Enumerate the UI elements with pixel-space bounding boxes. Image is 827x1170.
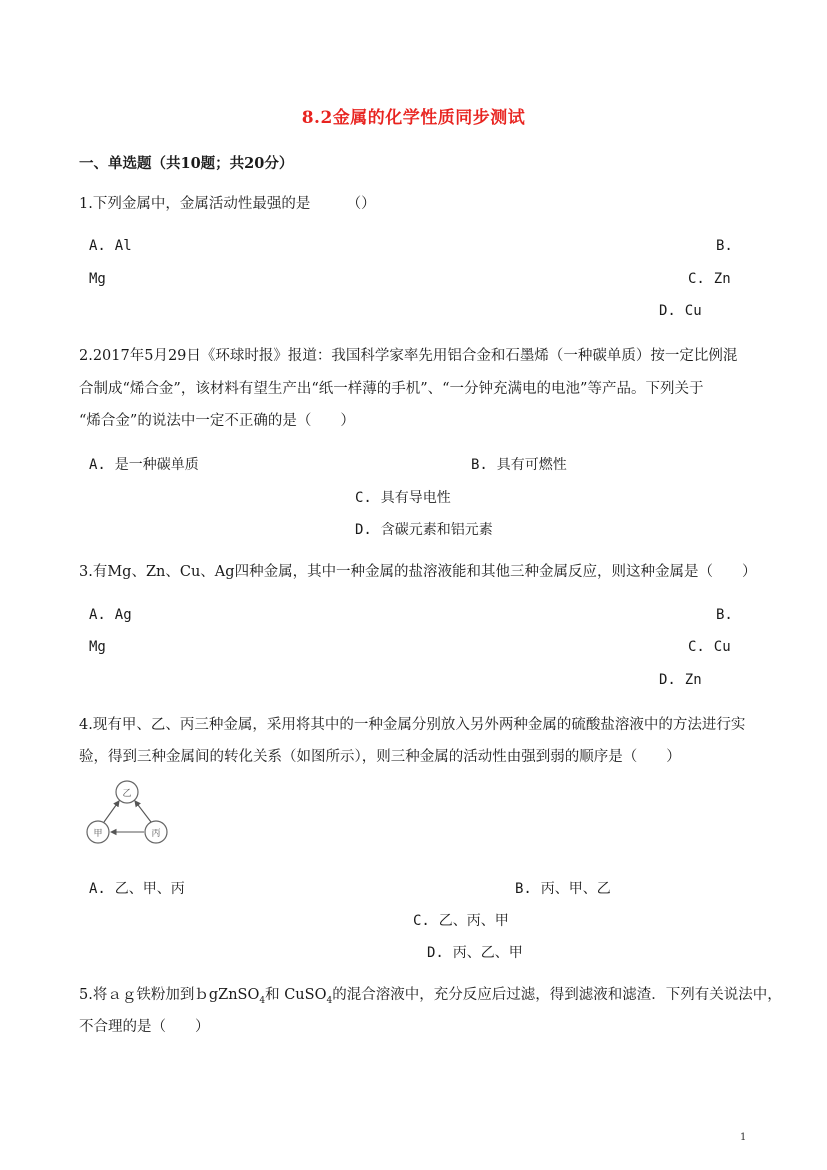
q4-option-d[interactable] <box>427 942 523 962</box>
option-text: 丙、甲、乙 <box>540 881 611 897</box>
q5-part-1: 5.将ａｇ铁粉加到ｂgZnSO <box>79 987 260 1003</box>
option-text: 丙、乙、甲 <box>452 945 523 961</box>
option-label: A. <box>89 607 106 623</box>
option-text: Zn <box>684 672 702 688</box>
q1-option-d[interactable] <box>659 303 702 319</box>
q3-option-c[interactable] <box>688 639 731 655</box>
option-label: D. <box>427 945 444 961</box>
arrow-right-to-top <box>135 801 151 822</box>
option-label: B. <box>471 457 488 473</box>
question-2-line-2: 合制成“烯合金”，该材料有望生产出“纸一样薄的手机”、“一分钟充满电的电池”等产品。下列关于 <box>79 381 704 397</box>
option-text: 具有可燃性 <box>496 457 567 473</box>
page-number: 1 <box>740 1132 747 1143</box>
q3-option-b-text: Mg <box>89 639 106 655</box>
option-text: 乙、丙、甲 <box>438 913 509 929</box>
option-label: A. <box>89 457 106 473</box>
metal-left-label: 甲 <box>93 829 103 839</box>
option-text: Al <box>114 238 132 254</box>
option-label: C. <box>688 639 705 655</box>
option-label: C. <box>355 490 372 506</box>
option-label: D. <box>355 522 372 538</box>
option-text: 乙、甲、丙 <box>114 881 185 897</box>
option-text: Cu <box>684 303 702 319</box>
option-label: D. <box>659 303 676 319</box>
option-text: Zn <box>713 271 731 287</box>
option-text: 具有导电性 <box>380 490 451 506</box>
option-label: D. <box>659 672 676 688</box>
question-2-line-3: “烯合金”的说法中一定不正确的是（ ） <box>79 413 355 429</box>
q1-option-b-text: Mg <box>89 271 106 287</box>
q5-subscript-1: 4 <box>259 995 266 1006</box>
q1-option-c[interactable] <box>688 271 731 287</box>
option-text: Cu <box>713 639 731 655</box>
conversion-diagram <box>84 777 170 849</box>
q1-option-a[interactable] <box>89 238 132 254</box>
question-2-line-1: 2.2017年5月29日《环球时报》报道：我国科学家率先用铝合金和石墨烯（一种碳单质）按一定比例混 <box>79 348 738 364</box>
section-heading: 一、单选题（共10题；共20分） <box>79 155 294 172</box>
arrow-left-to-top <box>104 801 119 822</box>
question-5-line-1 <box>79 980 782 1016</box>
q1-option-b-label[interactable]: B. <box>716 238 733 254</box>
option-text: Ag <box>114 607 132 623</box>
metal-right-label: 丙 <box>151 829 161 839</box>
option-label: C. <box>413 913 430 929</box>
q2-option-c[interactable] <box>355 487 451 507</box>
option-label: C. <box>688 271 705 287</box>
option-text: 是一种碳单质 <box>114 457 199 473</box>
page-title: 8.2金属的化学性质同步测试 <box>301 108 526 128</box>
q5-part-3: 的混合溶液中，充分反应后过滤，得到滤液和滤渣．下列有关说法中， <box>332 987 782 1003</box>
option-label: B. <box>515 881 532 897</box>
q3-option-d[interactable] <box>659 672 702 688</box>
option-label: A. <box>89 881 106 897</box>
option-text: 含碳元素和铝元素 <box>380 522 493 538</box>
q2-option-d[interactable] <box>355 519 493 539</box>
q3-option-b-label[interactable]: B. <box>716 607 733 623</box>
q4-option-c[interactable] <box>413 910 509 930</box>
q4-option-b[interactable] <box>515 878 611 898</box>
question-4-line-1: 4.现有甲、乙、丙三种金属，采用将其中的一种金属分别放入另外两种金属的硫酸盐溶液中的方法进行实 <box>79 717 746 733</box>
question-3-text: 3.有Mg、Zn、Cu、Ag四种金属，其中一种金属的盐溶液能和其他三种金属反应，则这种金属是（ ） <box>79 564 757 580</box>
option-label: A. <box>89 238 106 254</box>
question-5-line-2: 不合理的是（ ） <box>79 1019 210 1035</box>
q2-option-a[interactable] <box>89 454 199 474</box>
q5-part-2: 和 CuSO <box>265 987 327 1003</box>
question-4-line-2: 验，得到三种金属间的转化关系（如图所示），则三种金属的活动性由强到弱的顺序是（ ） <box>79 749 681 765</box>
q5-subscript-2: 4 <box>326 995 333 1006</box>
q3-option-a[interactable] <box>89 607 132 623</box>
question-1-text: 1.下列金属中，金属活动性最强的是 （） <box>79 196 376 212</box>
q2-option-b[interactable] <box>471 454 567 474</box>
metal-top-label: 乙 <box>122 789 132 799</box>
q4-option-a[interactable] <box>89 878 185 898</box>
